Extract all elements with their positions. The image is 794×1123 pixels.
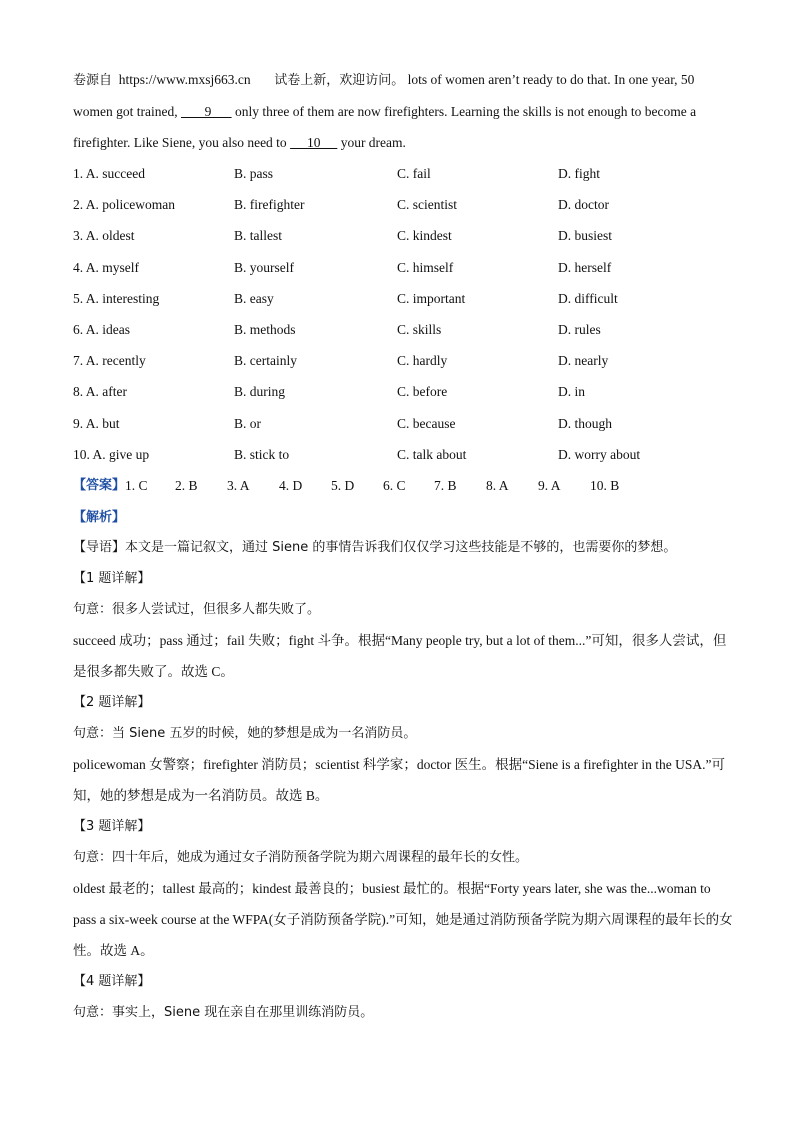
- option-row: [73, 376, 733, 407]
- option-b: B. certainly: [234, 353, 297, 369]
- answer-row: [73, 470, 733, 501]
- intro-text-3b: your dream.: [337, 135, 406, 150]
- source-note: 试卷上新，欢迎访问。: [274, 73, 405, 88]
- option-d: D. busiest: [558, 228, 612, 244]
- q1-meaning: 句意：很多人尝试过，但很多人都失败了。: [73, 601, 321, 617]
- answer-label: 【答案】: [73, 477, 126, 493]
- q2-meaning: 句意：当 Siene 五岁的时候，她的梦想是成为一名消防员。: [73, 725, 417, 741]
- option-a: 2. A. policewoman: [73, 197, 175, 213]
- guide-text: 【导语】本文是一篇记叙文，通过 Siene 的事情告诉我们仅仅学习这些技能是不够的，也需要你的梦想。: [73, 539, 677, 555]
- source-label: 卷源自: [73, 73, 113, 88]
- option-b: B. during: [234, 384, 286, 400]
- answer-item: 5. D: [331, 477, 355, 493]
- q4-meaning: 句意：事实上，Siene 现在亲自在那里训练消防员。: [73, 1004, 374, 1020]
- option-row: [73, 252, 733, 283]
- intro-text-1: lots of women aren’t ready to do that. In one year, 50: [407, 72, 695, 87]
- option-c: C. talk about: [397, 446, 467, 462]
- option-d: D. though: [558, 415, 612, 431]
- blank-9: 9: [180, 104, 232, 119]
- option-a: 8. A. after: [73, 384, 127, 400]
- q3-explain: oldest 最老的；tallest 最高的；kindest 最善良的；busiest 最忙的。根据“Forty years later, she was the...woman to pass a six-week course at the WFPA(女子消防预备学院).”可知，她是通过消防预备学院为期六周课程的最年长的女性。故选 A。: [73, 880, 733, 958]
- answer-item: 10. B: [590, 477, 620, 493]
- intro-text-2b: only three of them are now firefighters. Learning the skills is not enough to become a: [231, 104, 697, 119]
- document-page: [73, 64, 733, 1028]
- option-c: C. scientist: [397, 197, 457, 213]
- option-c: C. skills: [397, 321, 442, 337]
- q1-explain: succeed 成功；pass 通过；fail 失败；fight 斗争。根据“Many people try, but a lot of them...”可知，很多人尝试，但是很多都失败了。故选 C。: [73, 632, 727, 679]
- option-a: 10. A. give up: [73, 446, 150, 462]
- option-row: [73, 220, 733, 251]
- answer-item: 9. A: [538, 477, 561, 493]
- option-a: 4. A. myself: [73, 259, 139, 275]
- option-c: C. fail: [397, 166, 431, 181]
- option-c: C. kindest: [397, 228, 452, 244]
- option-row: [73, 158, 733, 189]
- option-c: C. because: [397, 415, 456, 431]
- q1-heading: 【1 题详解】: [73, 570, 151, 586]
- option-c: C. before: [397, 384, 448, 400]
- q2-explain: policewoman 女警察；firefighter 消防员；scientist 科学家；doctor 医生。根据“Siene is a firefighter in the USA.”可知，她的梦想是成为一名消防员。故选 B。: [73, 756, 725, 803]
- q4-heading: 【4 题详解】: [73, 973, 151, 989]
- option-d: D. difficult: [558, 290, 618, 306]
- option-d: D. herself: [558, 259, 612, 275]
- source-url[interactable]: https://www.mxsj663.cn: [118, 72, 251, 87]
- answer-item: 6. C: [383, 477, 406, 493]
- option-a: 9. A. but: [73, 415, 120, 431]
- option-a: 6. A. ideas: [73, 321, 130, 337]
- blank-10: 10: [290, 135, 338, 150]
- answer-item: 7. B: [434, 477, 457, 493]
- option-d: D. nearly: [558, 353, 609, 369]
- answer-item: 1. C: [125, 477, 148, 493]
- option-b: B. yourself: [234, 259, 294, 275]
- option-row: [73, 408, 733, 439]
- option-d: D. doctor: [558, 197, 609, 213]
- q2-heading: 【2 题详解】: [73, 694, 151, 710]
- answer-item: 4. D: [279, 477, 303, 493]
- option-b: B. pass: [234, 166, 274, 181]
- q3-heading: 【3 题详解】: [73, 818, 151, 834]
- option-d: D. worry about: [558, 446, 641, 462]
- option-c: C. himself: [397, 259, 454, 275]
- option-row: [73, 283, 733, 314]
- option-a: 3. A. oldest: [73, 228, 135, 244]
- option-b: B. easy: [234, 290, 274, 306]
- analysis-heading: 【解析】: [73, 509, 126, 525]
- option-b: B. tallest: [234, 228, 282, 244]
- options-list: [73, 158, 733, 470]
- option-a: 5. A. interesting: [73, 290, 160, 306]
- option-a: 1. A. succeed: [73, 166, 145, 181]
- option-row: [73, 345, 733, 376]
- option-b: B. stick to: [234, 446, 290, 462]
- q3-meaning: 句意：四十年后，她成为通过女子消防预备学院为期六周课程的最年长的女性。: [73, 849, 529, 865]
- option-d: D. fight: [558, 166, 600, 181]
- option-row: [73, 314, 733, 345]
- answer-item: 8. A: [486, 477, 509, 493]
- option-c: C. hardly: [397, 353, 448, 369]
- intro-text-2a: women got trained,: [73, 104, 181, 119]
- option-d: D. in: [558, 384, 585, 400]
- option-b: B. methods: [234, 321, 296, 337]
- option-b: B. or: [234, 415, 261, 431]
- option-c: C. important: [397, 290, 466, 306]
- answer-item: 3. A: [227, 477, 250, 493]
- option-d: D. rules: [558, 321, 601, 337]
- intro-text-3a: firefighter. Like Siene, you also need to: [73, 135, 291, 150]
- option-b: B. firefighter: [234, 197, 305, 213]
- intro-paragraph: [73, 64, 733, 158]
- option-row: [73, 189, 733, 220]
- option-a: 7. A. recently: [73, 353, 146, 369]
- option-row: [73, 439, 733, 470]
- answer-item: 2. B: [175, 477, 198, 493]
